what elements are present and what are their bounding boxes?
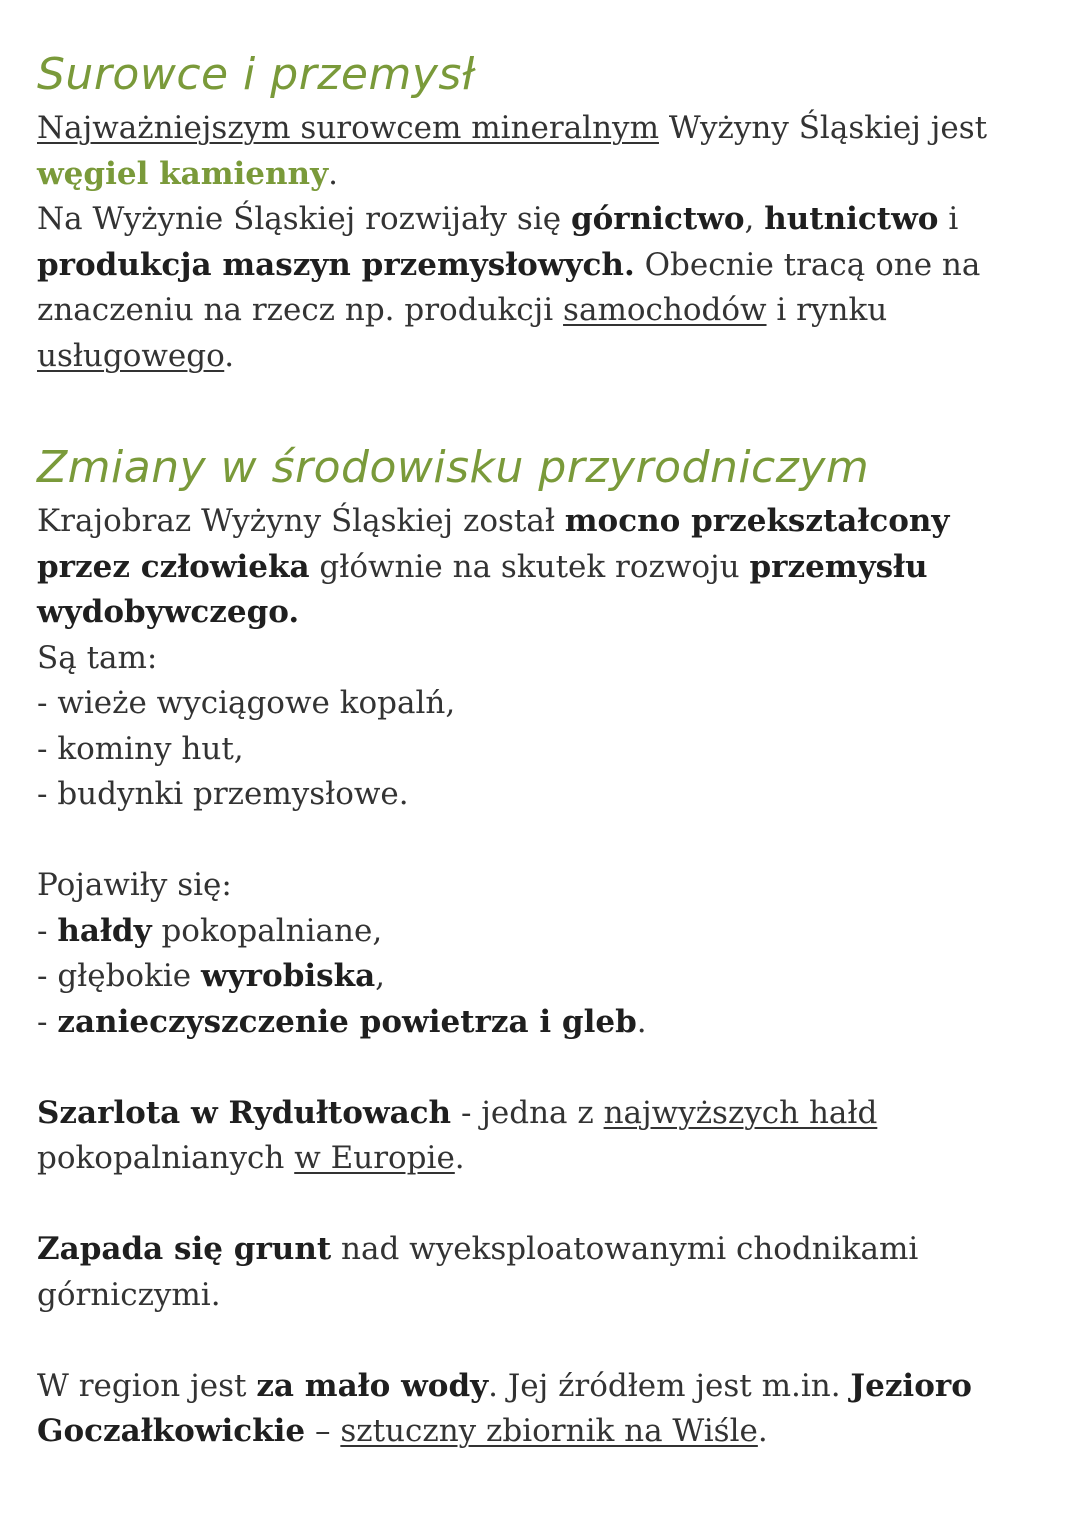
list-item: - wieże wyciągowe kopalń, [37, 685, 456, 721]
paragraph-szarlota [37, 1091, 1047, 1182]
text-span: . [454, 1140, 465, 1176]
list-item: - budynki przemysłowe. [37, 776, 409, 812]
text-span: pokopalniane, [151, 912, 383, 949]
list-item [37, 954, 1047, 1000]
underlined-phrase: w Europie [294, 1140, 455, 1176]
section-heading-environment: Zmiany w środowisku przyrodniczym [37, 442, 870, 493]
text-span: - [37, 912, 58, 949]
bold-metallurgy: hutnictwo [764, 201, 939, 237]
paragraph-water [37, 1364, 1047, 1455]
text-span: nad wyeksploatowanymi chodnikami górniczymi. [37, 1231, 919, 1313]
text-span: Na Wyżynie Śląskiej rozwijały się [37, 201, 571, 237]
text-span: – [305, 1413, 341, 1449]
bold-term: Zapada się grunt [37, 1231, 332, 1267]
text-span: W region jest [37, 1367, 257, 1404]
spacer [37, 1318, 1047, 1364]
paragraph-subsidence [37, 1227, 1047, 1318]
text-span: . [757, 1413, 768, 1449]
bold-term: zanieczyszczenie powietrza i gleb [57, 1003, 637, 1040]
list-intro-present: Są tam: [37, 639, 158, 676]
bold-transformed: mocno przekształcony przez człowieka [37, 503, 950, 585]
text-span: - jedna z [451, 1094, 604, 1131]
list-item: - kominy hut, [37, 730, 244, 767]
text-span: . [224, 337, 235, 374]
bold-lake: Jezioro Goczałkowickie [37, 1367, 972, 1449]
text-span: , [375, 958, 386, 994]
section-heading-raw-materials: Surowce i przemysł [37, 49, 475, 100]
text-span: - [37, 1003, 58, 1040]
text-span: - głębokie [37, 958, 201, 994]
bold-term: hałdy [57, 912, 152, 949]
underlined-phrase: Najważniejszym surowcem mineralnym [37, 110, 659, 146]
underlined-services: usługowego [37, 337, 225, 374]
underlined-cars: samochodów [563, 292, 767, 328]
text-span: i rynku [766, 292, 888, 328]
bold-term: Szarlota w Rydułtowach [37, 1094, 452, 1131]
underlined-phrase: sztuczny zbiornik na Wiśle [340, 1413, 758, 1449]
bold-term: wyrobiska [200, 958, 376, 994]
document-page [37, 44, 1047, 1455]
text-span: . [636, 1003, 647, 1040]
bold-term: za mało wody [256, 1367, 489, 1404]
highlight-coal: węgiel kamienny [37, 155, 329, 192]
underlined-phrase: najwyższych hałd [603, 1094, 878, 1131]
list-item [37, 1000, 1047, 1046]
text-span: . [328, 155, 338, 192]
bold-mining: górnictwo [570, 201, 745, 237]
spacer [37, 818, 1047, 864]
spacer [37, 1182, 1047, 1228]
text-span: . Jej źródłem jest m.in. [488, 1367, 851, 1404]
paragraph-main-resource [37, 106, 1047, 197]
list-intro-appeared: Pojawiły się: [37, 867, 232, 903]
text-span: Wyżyny Śląskiej jest [658, 110, 988, 146]
bold-extractive-industry: przemysłu wydobywczego. [37, 548, 928, 630]
spacer [37, 1045, 1047, 1091]
text-span: głównie na skutek rozwoju [309, 548, 750, 585]
bold-machinery: produkcja maszyn przemysłowych. [37, 246, 635, 283]
text-span: Obecnie tracą one na znaczeniu na rzecz np. produkcji [37, 246, 981, 328]
text-span: pokopalnianych [37, 1140, 295, 1176]
text-span: i [938, 201, 959, 237]
paragraph-industries [37, 197, 1047, 379]
paragraph-landscape [37, 499, 1047, 636]
text-span: , [744, 201, 765, 237]
list-item [37, 909, 1047, 955]
text-span: Krajobraz Wyżyny Śląskiej został [37, 503, 565, 539]
